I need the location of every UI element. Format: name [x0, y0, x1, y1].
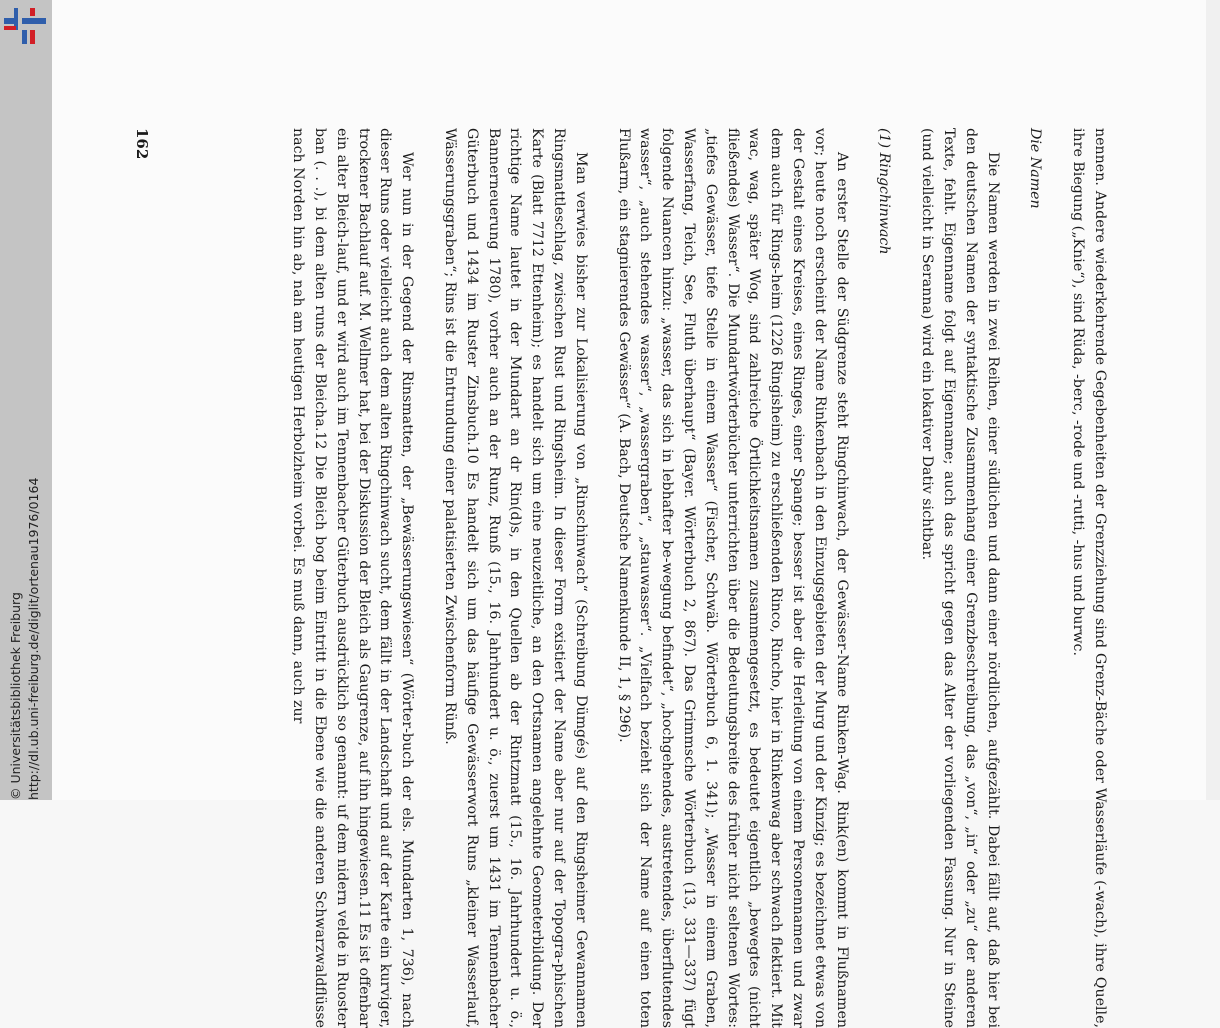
viewer-sidebar: [0, 0, 52, 800]
paragraph: An erster Stelle der Südgrenze steht Ringchinwach, der Gewässer-Name Rinken-Wag. Rink(en) kommt in Flußnamen vor; heute noch erscheint der Name Rinkenbach in den Einzugsgebieten der Murg und der Kinzig; es bezeichnet etwas von der Gestalt eines Kreises, eines Ringes, einer Spange; besser ist aber die Herleitung von einem Personennamen und zwar dem auch für Rings-heim (1226 Ringisheim) zu erschließenden Rinco, Rincho, hier in Rinkenwag aber schwach flektiert. Mit wac, wag, später Wog, sind zahlreiche Örtlichkeitsnamen zusammengesetzt, es bedeutet eigentlich „bewegtes (nicht fließendes) Wasser“. Die Mundartwörterbücher unterrichten über die Bedeutungsbreite des früher nicht seltenen Wortes: „tiefes Gewässer, tiefe Stelle in einem Wasser“ (Fischer, Schwäb. Wörterbuch 6, 1. 341); „Wasser in einem Graben, Wasserfang, Teich, See, Fluth überhaupt“ (Bayer. Wörterbuch 2, 867). Das Grimmsche Wörterbuch (13, 331—337) fügt folgende Nuancen hinzu: „wasser, das sich in lebhafter be-wegung befindet“, „hochgehendes, austretendes, überflutendes wasser“, „auch stehendes wasser“, „wassergraben“, „stauwasser“. „Vielfach bezieht sich der Name auf einen toten Flußarm, ein stagnierendes Gewässer“ (A. Bach, Deutsche Namenkunde II, 1, § 296).: [615, 128, 850, 1028]
university-logo-icon: [4, 8, 44, 48]
paragraph: Wer nun in der Gegend der Rinsmatten, der „Bewässerungswiesen“ (Wörter-buch der els. Mundarten 1, 736), nach dieser Runs oder vielleicht auch dem alten Ringchinwach sucht, dem fällt in der Landschaft und auf der Karte ein kurviger, trockener Bachlauf auf. M. Wellmer hat, bei der Diskussion der Bleich als Gaugrenze, auf ihn hingewiesen.11 Es ist offenbar ein alter Bleich-lauf, und er wird auch im Tennenbacher Güterbuch ausdrücklich so genannt: uf dem nidern velde in Ruoster ban (. . .), bi dem alten runs der Bleicha.12 Die Bleich bog beim Eintritt in die Ebene wie die anderen Schwarzwaldflüsse nach Norden hin ab, nah am heutigen Herbolzheim vorbei. Es muß dann, auch zur: [290, 128, 416, 1028]
paragraph: Man verwies bisher zur Lokalisierung von „Rinschinwach“ (Schreibung Dümgés) auf den Ringsheimer Gewannamen Ringsmattleschlag, zwischen Rust und Ringsheim. In dieser Form existiert der Name aber nur auf der Topogra-phischen Karte (Blatt 7712 Ettenheim); es handelt sich um eine neuzeitliche, an den Ortsnamen angelehnte Geometerbildung. Der richtige Name lautet in der Mundart an dr Rin(d)s, in den Quellen ab der Rintzmatt (15., 16. Jahrhundert u. ö., Bannerneuerung 1780), vorher auch an der Runz, Runß (15., 16. Jahrhundert u. ö., zuerst um 1431 im Tennenbacher Güterbuch und 1434 im Ruster Zinsbuch.10 Es handelt sich um das häufige Gewässerwort Runs „kleiner Wasserlauf, Wässerungsgraben“; Rins ist die Entrundung einer palatisierten Zwischenform Rünß.: [442, 128, 589, 1028]
page-edge: [1206, 0, 1220, 800]
paragraph: Die Namen werden in zwei Reihen, einer südlichen und dann einer nördlichen, aufgezählt. Dabei fällt auf, daß hier bei den deutschen Namen der syntaktische Zusammenhang einer Grenzbeschreibung, das „von“, „in“ oder „zu“ der anderen Texte, fehlt. Eigenname folgt auf Eigenname; auch das spricht gegen das Alter der vorliegenden Fassung. Nur in Steine (und vielleicht in Seranna) wird ein lokativer Dativ sichtbar.: [919, 128, 1001, 1028]
copyright-notice: © Universitätsbibliothek Freiburg: [8, 592, 23, 800]
subsection-heading: (1) Ringchinwach: [876, 128, 893, 255]
document-url[interactable]: http://dl.ub.uni-freiburg.de/diglit/ortenau1976/0164: [26, 477, 41, 800]
page-text-block: [130, 128, 1110, 1028]
section-heading: Die Namen: [1027, 128, 1044, 209]
page-number: 162: [132, 128, 151, 160]
paragraph: nennen. Andere wiederkehrende Gegebenheiten der Grenzziehung sind Grenz-Bäche oder Wasserläufe (-wach), ihre Quelle, ihre Biegung („Knie“), sind Rüda, -berc, -rode und -rutti, -hus und burwc.: [1070, 128, 1108, 1028]
